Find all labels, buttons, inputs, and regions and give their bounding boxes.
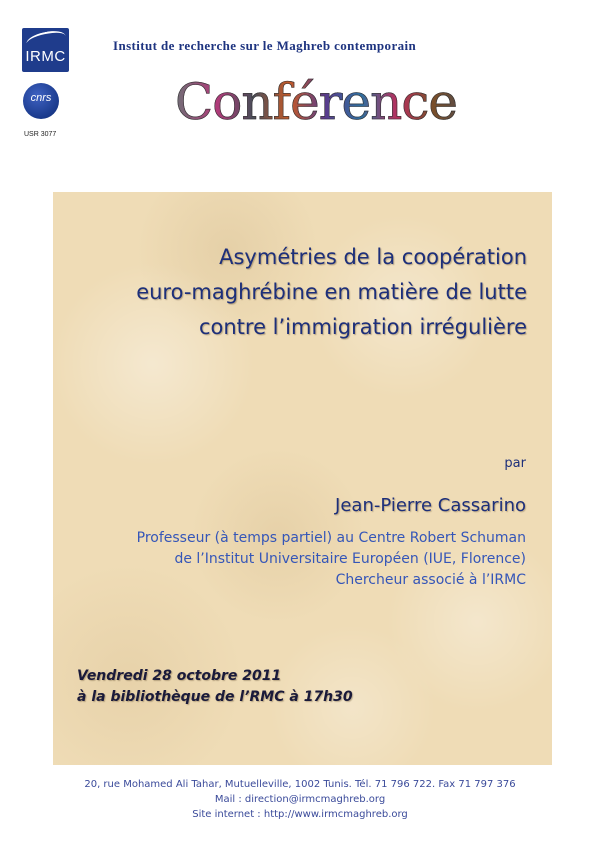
footer <box>0 777 600 822</box>
footer-mail[interactable]: Mail : direction@irmcmaghreb.org <box>214 794 386 805</box>
irmc-logo-text: IRMC <box>25 48 66 65</box>
footer-website[interactable]: Site internet : http://www.irmcmaghreb.org <box>192 809 408 820</box>
affiliation-line: Chercheur associé à l’IRMC <box>335 572 526 588</box>
conference-heading: Conférence <box>175 72 475 132</box>
talk-title <box>87 240 527 345</box>
speaker-affiliation <box>86 528 526 591</box>
content-panel <box>53 192 552 765</box>
cnrs-logo <box>23 83 59 119</box>
event-date: Vendredi 28 octobre 2011 <box>77 668 282 684</box>
affiliation-line: de l’Institut Universitaire Européen (IUE, Florence) <box>174 551 526 567</box>
talk-title-line: euro-maghrébine en matière de lutte <box>136 280 527 304</box>
speaker-name: Jean-Pierre Cassarino <box>335 495 526 516</box>
talk-title-line: Asymétries de la coopération <box>219 245 527 269</box>
cnrs-logo-text: cnrs <box>30 92 52 104</box>
event-details <box>77 666 353 708</box>
footer-address: 20, rue Mohamed Ali Tahar, Mutuelleville, 1002 Tunis. Tél. 71 796 722. Fax 71 797 376 <box>84 779 516 790</box>
talk-title-line: contre l’immigration irrégulière <box>198 315 527 339</box>
by-label: par <box>504 456 526 471</box>
affiliation-line: Professeur (à temps partiel) au Centre Robert Schuman <box>136 530 526 546</box>
usr-code: USR 3077 <box>24 131 57 138</box>
irmc-logo <box>22 28 69 72</box>
event-place: à la bibliothèque de l’RMC à 17h30 <box>77 689 353 705</box>
institute-name: Institut de recherche sur le Maghreb contemporain <box>113 38 417 53</box>
